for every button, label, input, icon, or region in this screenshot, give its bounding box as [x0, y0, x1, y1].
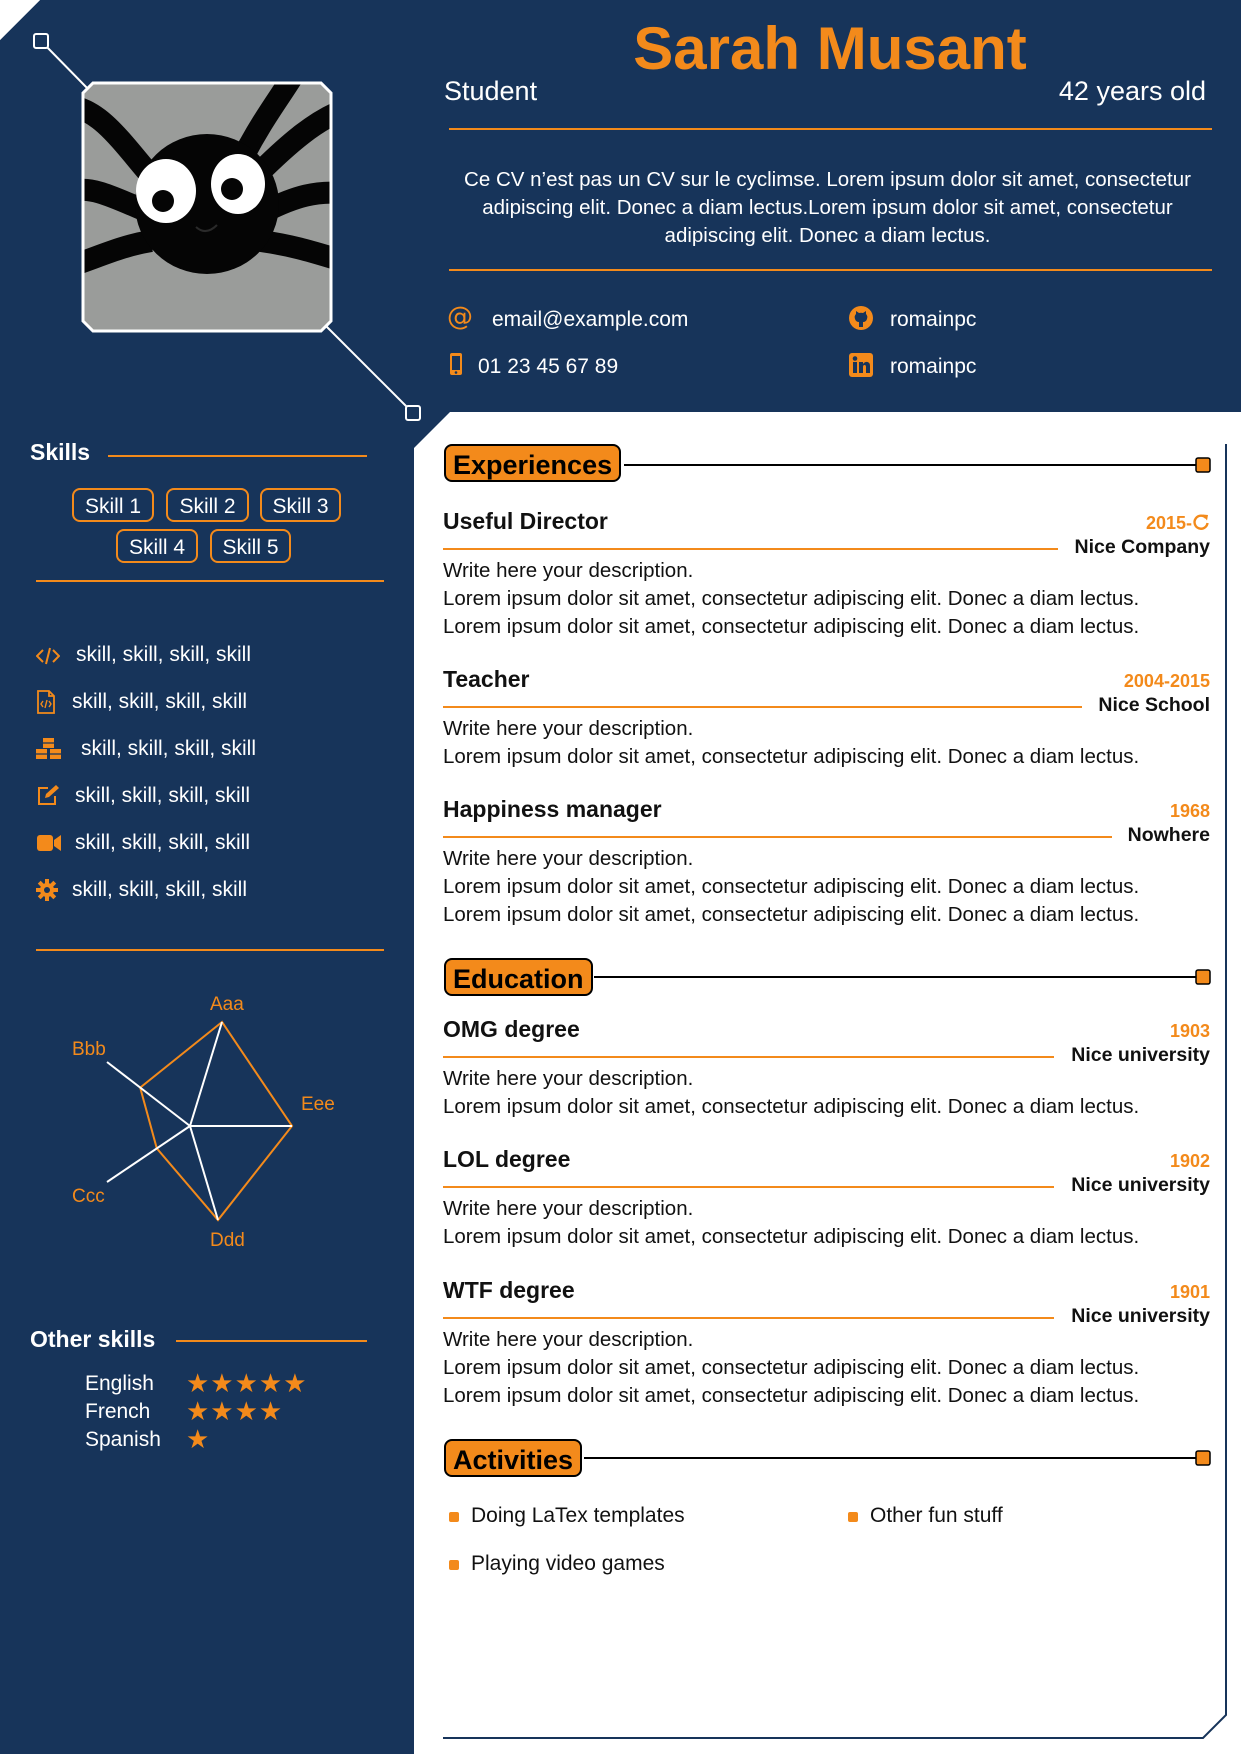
section-title-activities: Activities [444, 1439, 582, 1477]
linkedin-icon [848, 352, 874, 378]
degree-description: Write here your description. Lorem ipsum dolor sit amet, consectetur adipiscing elit. Donec a diam lectus. [443, 1197, 1140, 1248]
skill-line: skill, skill, skill, skill [75, 831, 250, 854]
skill-tag: Skill 1 [72, 488, 154, 522]
degree-title: OMG degree [443, 1016, 580, 1042]
radar-axis [190, 1022, 222, 1126]
skill-tag: Skill 5 [210, 529, 291, 563]
job-title: Happiness manager [443, 796, 662, 822]
person-role: Student [444, 76, 538, 106]
email-link[interactable]: email@example.com [492, 308, 689, 331]
job-place: Nice Company [1074, 536, 1210, 558]
skill-tag: Skill 3 [260, 488, 341, 522]
rating-stars: ★★★★ [186, 1396, 284, 1426]
radar-polygon [140, 1022, 292, 1220]
skill-line: skill, skill, skill, skill [75, 784, 250, 807]
radar-label: Eee [301, 1094, 335, 1115]
degree-title: LOL degree [443, 1146, 571, 1172]
degree-title: WTF degree [443, 1277, 575, 1303]
job-date: 2015- [1146, 513, 1210, 534]
degree-description: Write here your description. Lorem ipsum dolor sit amet, consectetur adipiscing elit. Donec a diam lectus. Lorem ipsum dolor sit amet, consectetur adipiscing elit. Donec a diam lectus. [443, 1328, 1140, 1407]
job-place: Nice School [1098, 694, 1210, 716]
person-age: 42 years old [1058, 76, 1206, 106]
bullet [848, 1512, 858, 1522]
language-name: English [85, 1372, 154, 1395]
job-date: 2004-2015 [1123, 671, 1210, 691]
bullet [449, 1560, 459, 1570]
skill-line: skill, skill, skill, skill [72, 690, 247, 713]
phone-number: 01 23 45 67 89 [478, 355, 619, 378]
section-title-experiences: Experiences [444, 444, 621, 482]
degree-date: 1903 [1169, 1021, 1210, 1041]
radar-label: Aaa [210, 994, 244, 1015]
skill-tag: Skill 2 [166, 488, 249, 522]
activity-item: Playing video games [471, 1552, 665, 1575]
linkedin-link[interactable]: romainpc [890, 355, 977, 378]
job-place: Nowhere [1127, 824, 1210, 846]
radar-label: Ddd [210, 1230, 245, 1251]
radar-chart [0, 0, 414, 1300]
radar-label: Bbb [72, 1039, 106, 1060]
svg-text:@: @ [447, 303, 473, 331]
skill-line: skill, skill, skill, skill [72, 878, 247, 901]
bio-text: Ce CV n’est pas un CV sur le cyclimse. Lorem ipsum dolor sit amet, consectetur adipiscing elit. Donec a diam lectus.Lorem ipsum dolor sit amet, consectetur adipiscing elit. Donec a diam lectus. [464, 168, 1191, 247]
job-title: Teacher [443, 666, 530, 692]
at-icon [446, 303, 474, 331]
job-title: Useful Director [443, 508, 608, 534]
skills-title: Skills [30, 439, 91, 465]
github-icon [848, 305, 874, 331]
skill-tag: Skill 4 [116, 529, 198, 563]
activity-item: Doing LaTex templates [471, 1504, 685, 1527]
radar-label: Ccc [72, 1186, 105, 1207]
rating-stars: ★★★★★ [186, 1368, 308, 1398]
activity-item: Other fun stuff [870, 1504, 1003, 1527]
degree-description: Write here your description. Lorem ipsum dolor sit amet, consectetur adipiscing elit. Donec a diam lectus. [443, 1067, 1140, 1118]
person-name: Sarah Musant [633, 15, 1027, 82]
job-description: Write here your description. Lorem ipsum dolor sit amet, consectetur adipiscing elit. Donec a diam lectus. Lorem ipsum dolor sit amet, consectetur adipiscing elit. Donec a diam lectus. [443, 559, 1140, 638]
skill-line: skill, skill, skill, skill [81, 737, 256, 760]
refresh-icon [1192, 513, 1210, 531]
degree-place: Nice university [1071, 1305, 1210, 1327]
radar-axis [190, 1126, 218, 1220]
bullet [449, 1512, 459, 1522]
phone-icon [449, 352, 463, 376]
section-title-education: Education [444, 958, 593, 996]
job-description: Write here your description. Lorem ipsum dolor sit amet, consectetur adipiscing elit. Donec a diam lectus. Lorem ipsum dolor sit amet, consectetur adipiscing elit. Donec a diam lectus. [443, 847, 1140, 926]
language-name: Spanish [85, 1428, 161, 1451]
language-name: French [85, 1400, 151, 1423]
degree-place: Nice university [1071, 1174, 1210, 1196]
degree-date: 1901 [1169, 1282, 1210, 1302]
degree-date: 1902 [1169, 1151, 1210, 1171]
github-link[interactable]: romainpc [890, 308, 977, 331]
job-description: Write here your description. Lorem ipsum dolor sit amet, consectetur adipiscing elit. Donec a diam lectus. [443, 717, 1140, 768]
degree-place: Nice university [1071, 1044, 1210, 1066]
other-skills-title: Other skills [30, 1326, 156, 1352]
job-date: 1968 [1169, 801, 1210, 821]
rating-stars: ★ [186, 1424, 211, 1454]
skill-line: skill, skill, skill, skill [76, 643, 251, 666]
